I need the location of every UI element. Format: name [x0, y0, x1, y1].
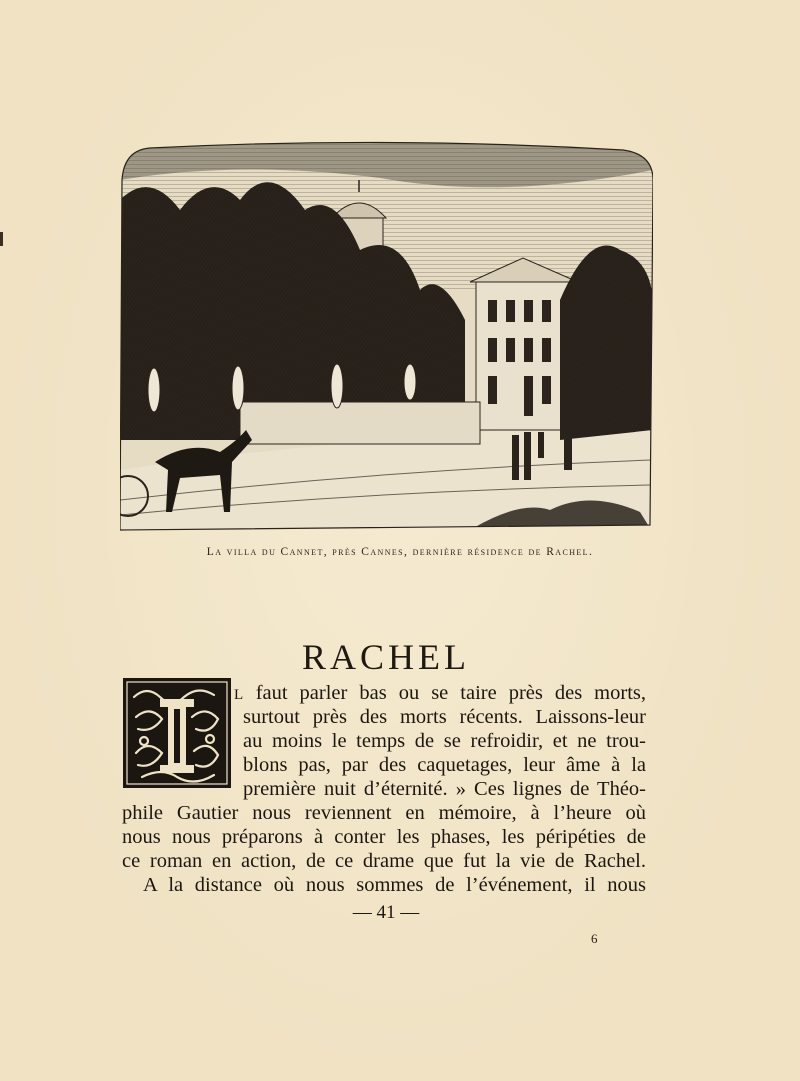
body-line-1 — [234, 681, 646, 707]
page-number: — 41 — — [352, 902, 420, 923]
body-line-1-text: faut parler bas ou se taire près des morts, — [255, 682, 647, 704]
ornamental-dropcap-i — [122, 677, 232, 789]
engraving-villa-du-cannet — [120, 140, 653, 533]
body-line-8: ce roman en action, de ce drame que fut la vie de Rachel. — [122, 850, 646, 872]
first-word-small-cap: L — [234, 687, 244, 703]
page-edge-mark — [0, 232, 3, 246]
illustration-caption: La villa du Cannet, près Cannes, dernière résidence de Rachel. — [206, 546, 594, 558]
signature-mark: 6 — [591, 931, 598, 946]
body-line-7: nous nous préparons à conter les phases, les péripéties de — [122, 826, 646, 848]
body-line-9: A la distance où nous sommes de l’événement, il nous — [143, 874, 646, 896]
body-line-5: première nuit d’éternité. » Ces lignes de Théo- — [243, 778, 646, 800]
body-line-3: au moins le temps de se refroidir, et ne trou- — [243, 730, 646, 752]
body-line-2: surtout près des morts récents. Laissons-leur — [243, 706, 646, 728]
body-line-4: blons pas, par des caquetages, leur âme à la — [243, 754, 646, 776]
chapter-title: RACHEL — [302, 637, 470, 678]
body-line-6: phile Gautier nous reviennent en mémoire, à l’heure où — [122, 802, 646, 824]
